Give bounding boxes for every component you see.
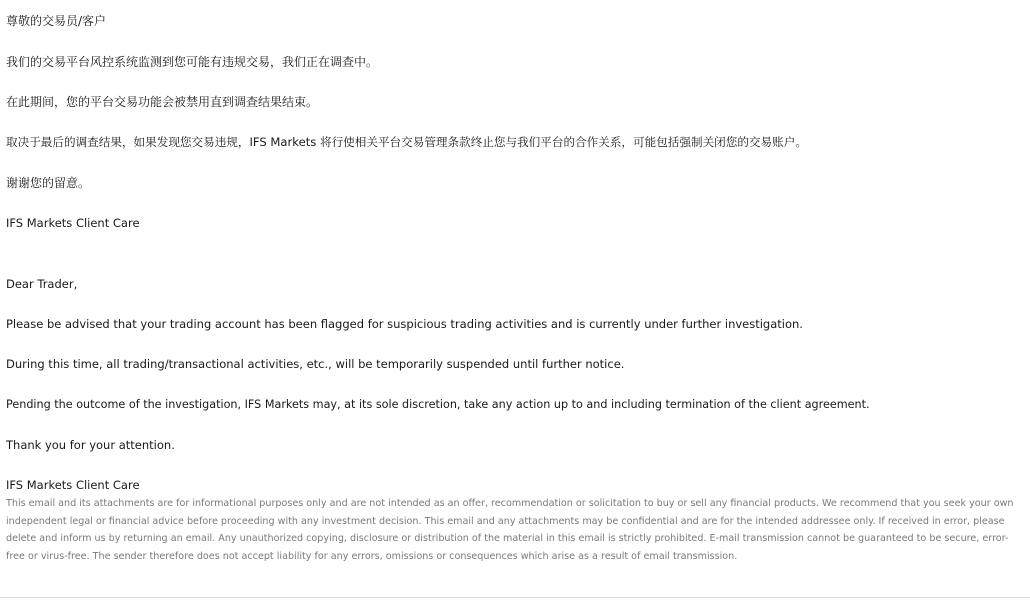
chinese-signature: IFS Markets Client Care — [6, 216, 140, 230]
english-greeting: Dear Trader, — [6, 277, 78, 291]
chinese-paragraph-2: 在此期间，您的平台交易功能会被禁用直到调查结果结束。 — [6, 95, 319, 109]
bottom-divider — [0, 597, 1030, 598]
english-thanks: Thank you for your attention. — [6, 438, 175, 452]
chinese-paragraph-3: 取决于最后的调查结果，如果发现您交易违规，IFS Markets 将行使相关平台交易管理条款终止您与我们平台的合作关系，可能包括强制关闭您的交易账户。 — [6, 135, 807, 149]
legal-disclaimer: This email and its attachments are for informational purposes only and are not intended as an offer, recommendation or solicitation to buy or sell any financial products. We recommend that you seek your own independent legal or financial advice before proceeding with any investment decision. This email and any attachments may be confidential and are for the intended addressee only. If received in error, please delete and inform us by returning an email. Any unauthorized copying, disclosure or distribution of the material in this email is strictly prohibited. E-mail transmission cannot be guaranteed to be secure, error-free or virus-free. The sender therefore does not accept liability for any errors, omissions or consequences which arise as a result of email transmission. — [6, 498, 1014, 562]
english-paragraph-3: Pending the outcome of the investigation, IFS Markets may, at its sole discretion, take any action up to and including termination of the client agreement. — [6, 398, 870, 411]
chinese-thanks: 谢谢您的留意。 — [6, 176, 91, 190]
english-paragraph-2: During this time, all trading/transactional activities, etc., will be temporarily suspended until further notice. — [6, 357, 625, 371]
english-signature: IFS Markets Client Care — [6, 478, 140, 492]
english-paragraph-1: Please be advised that your trading account has been flagged for suspicious trading activities and is currently under further investigation. — [6, 317, 803, 331]
chinese-paragraph-1: 我们的交易平台风控系统监测到您可能有违规交易，我们正在调查中。 — [6, 55, 379, 69]
chinese-greeting: 尊敬的交易员/客户 — [6, 14, 107, 28]
